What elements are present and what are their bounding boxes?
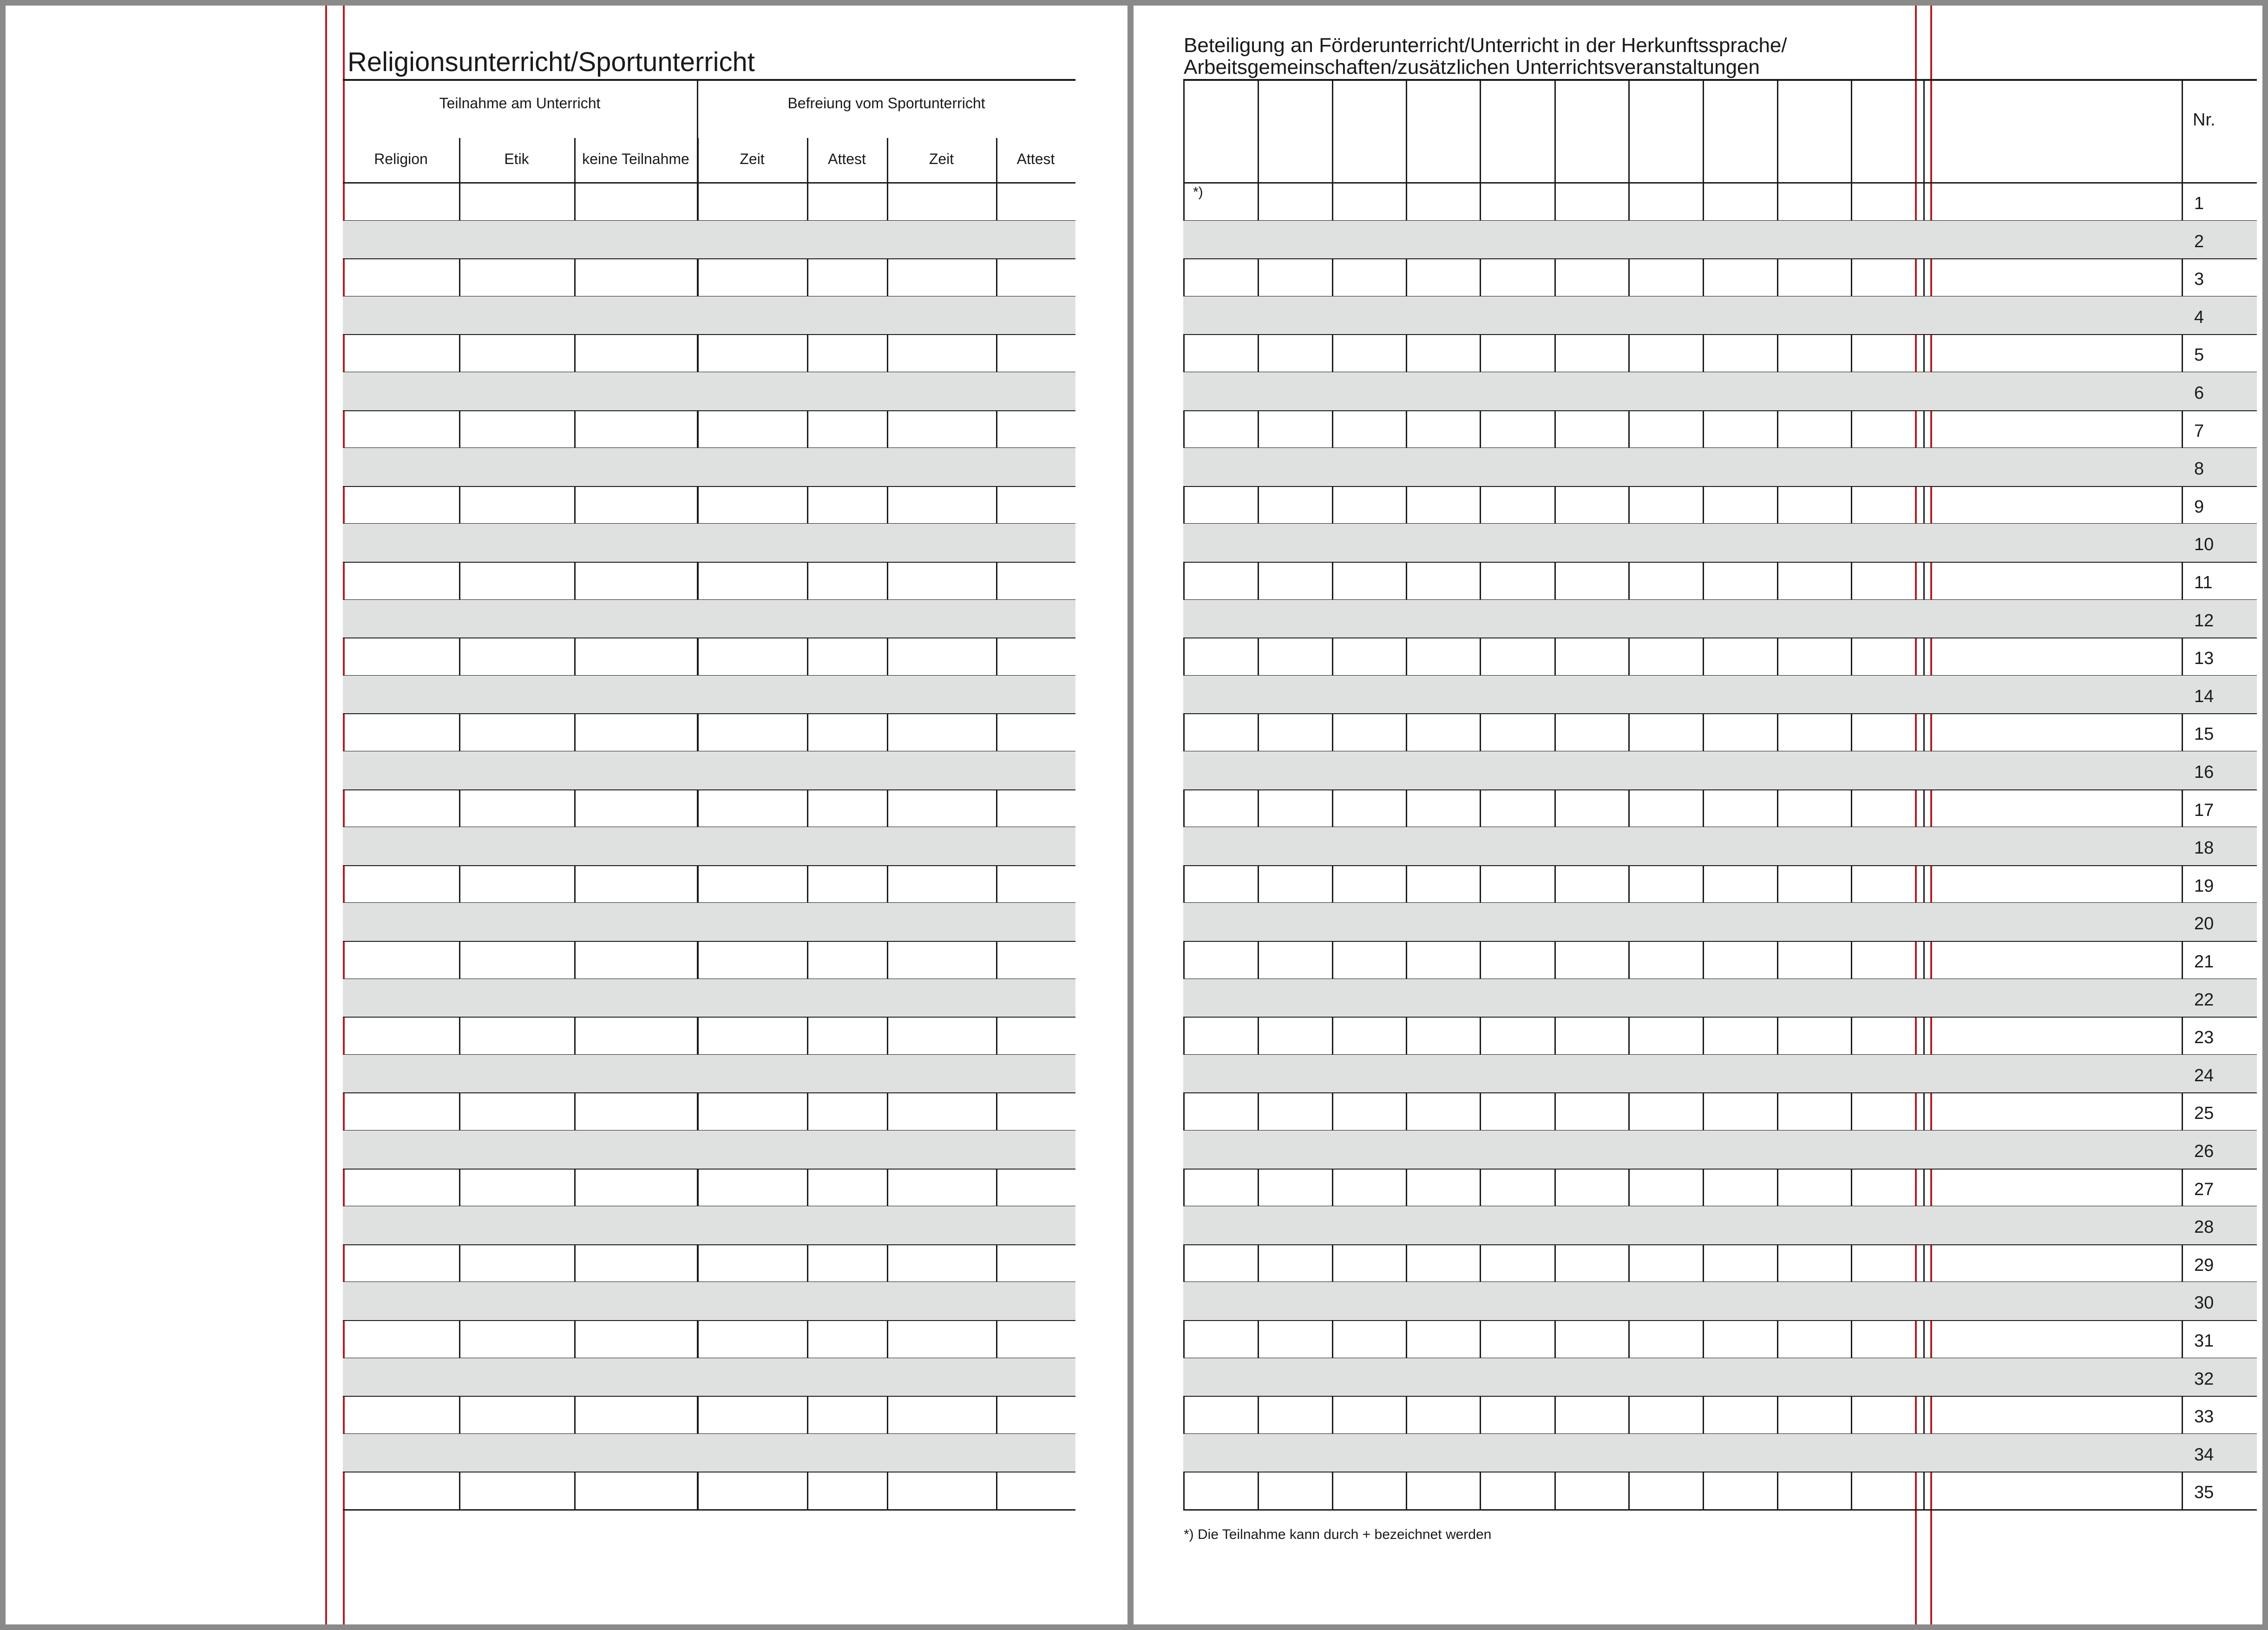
row-stripe <box>1183 1282 2257 1320</box>
row-stripe <box>343 676 1075 714</box>
header-top-rule <box>343 79 1075 81</box>
group-header-attendance: Teilnahme am Unterricht <box>439 95 601 112</box>
row-number: 18 <box>2194 838 2214 858</box>
footnote: *) Die Teilnahme kann durch + bezeichnet werden <box>1184 1527 1492 1542</box>
row-number: 34 <box>2194 1445 2214 1465</box>
row-number: 7 <box>2194 421 2204 441</box>
page-title: Religionsunterricht/Sportunterricht <box>347 47 755 77</box>
group-header-sport-exemption: Befreiung vom Sportunterricht <box>787 95 985 112</box>
row-rule <box>1183 1509 2257 1511</box>
row-stripe <box>343 903 1075 941</box>
row-stripe <box>1183 372 2257 410</box>
margin-line <box>325 6 327 1624</box>
row-stripe <box>343 600 1075 638</box>
page-title-line1: Beteiligung an Förderunterricht/Unterricht in der Herkunftssprache/ <box>1184 34 1787 57</box>
row-number: 32 <box>2194 1369 2214 1389</box>
row-number: 4 <box>2194 307 2204 327</box>
right-page <box>1134 6 2262 1624</box>
row-stripe <box>1183 1206 2257 1244</box>
row-number: 9 <box>2194 497 2204 517</box>
row-stripe <box>1183 827 2257 865</box>
row-number: 33 <box>2194 1407 2214 1427</box>
row-stripe <box>343 1206 1075 1244</box>
column-header-attest: Attest <box>1016 151 1055 167</box>
row-number: 16 <box>2194 762 2214 782</box>
header-top-rule <box>1183 79 2257 81</box>
row-number: 8 <box>2194 459 2204 479</box>
row-number: 20 <box>2194 914 2214 934</box>
row-stripe <box>343 296 1075 335</box>
row-stripe <box>343 1130 1075 1169</box>
row-number: 21 <box>2194 952 2214 972</box>
row-number: 10 <box>2194 535 2214 555</box>
row-stripe <box>1183 524 2257 562</box>
row-number: 31 <box>2194 1331 2214 1351</box>
row-number: 22 <box>2194 990 2214 1010</box>
row-stripe <box>343 448 1075 486</box>
row-number: 6 <box>2194 383 2204 403</box>
row-stripe <box>1183 448 2257 486</box>
row-stripe <box>343 524 1075 562</box>
row-stripe <box>1183 1358 2257 1396</box>
row-stripe <box>343 1055 1075 1093</box>
row-number: 11 <box>2194 573 2213 592</box>
column-header-keine-teilnahme: keine Teilnahme <box>582 151 689 167</box>
row-number: 35 <box>2194 1483 2214 1503</box>
row-stripe <box>1183 600 2257 638</box>
row-stripe <box>343 979 1075 1017</box>
row-number: 26 <box>2194 1142 2214 1161</box>
nr-header: Nr. <box>2193 110 2216 130</box>
row-stripe <box>343 1282 1075 1320</box>
column-header-attest: Attest <box>828 151 866 167</box>
row-number: 23 <box>2194 1028 2214 1048</box>
row-rule <box>1183 182 2257 184</box>
row-stripe <box>1183 296 2257 335</box>
row-stripe <box>343 1358 1075 1396</box>
column-header-etik: Etik <box>504 151 529 167</box>
row-rule <box>343 182 1075 184</box>
left-page <box>6 6 1127 1624</box>
page-title-line2: Arbeitsgemeinschaften/zusätzlichen Unterrichtsveranstaltungen <box>1184 56 1760 79</box>
row-stripe <box>1183 1434 2257 1472</box>
row-stripe <box>1183 676 2257 714</box>
row-number: 14 <box>2194 686 2214 706</box>
row-number: 13 <box>2194 649 2214 669</box>
row-number: 5 <box>2194 345 2204 365</box>
row-number: 15 <box>2194 724 2214 744</box>
row-number: 29 <box>2194 1255 2214 1275</box>
row-stripe <box>343 372 1075 410</box>
row-number: 2 <box>2194 231 2204 251</box>
row-stripe <box>343 1434 1075 1472</box>
column-header-zeit: Zeit <box>740 151 765 167</box>
row-number: 12 <box>2194 611 2214 631</box>
row-stripe <box>1183 751 2257 789</box>
row-number: 27 <box>2194 1179 2214 1199</box>
row-number: 24 <box>2194 1065 2214 1085</box>
column-header-zeit: Zeit <box>929 151 954 167</box>
row-stripe <box>343 221 1075 259</box>
row-number: 25 <box>2194 1104 2214 1124</box>
row-stripe <box>1183 1130 2257 1169</box>
row-stripe <box>343 827 1075 865</box>
row-number: 28 <box>2194 1217 2214 1237</box>
participation-marker: *) <box>1193 184 1203 200</box>
row-number: 1 <box>2194 194 2204 213</box>
row-stripe <box>1183 221 2257 259</box>
row-stripe <box>1183 903 2257 941</box>
row-number: 3 <box>2194 269 2204 289</box>
row-number: 19 <box>2194 876 2214 896</box>
row-number: 17 <box>2194 800 2214 820</box>
row-rule <box>343 1509 1075 1511</box>
row-stripe <box>1183 1055 2257 1093</box>
column-header-religion: Religion <box>374 151 428 167</box>
row-number: 30 <box>2194 1293 2214 1313</box>
row-stripe <box>343 751 1075 789</box>
row-stripe <box>1183 979 2257 1017</box>
